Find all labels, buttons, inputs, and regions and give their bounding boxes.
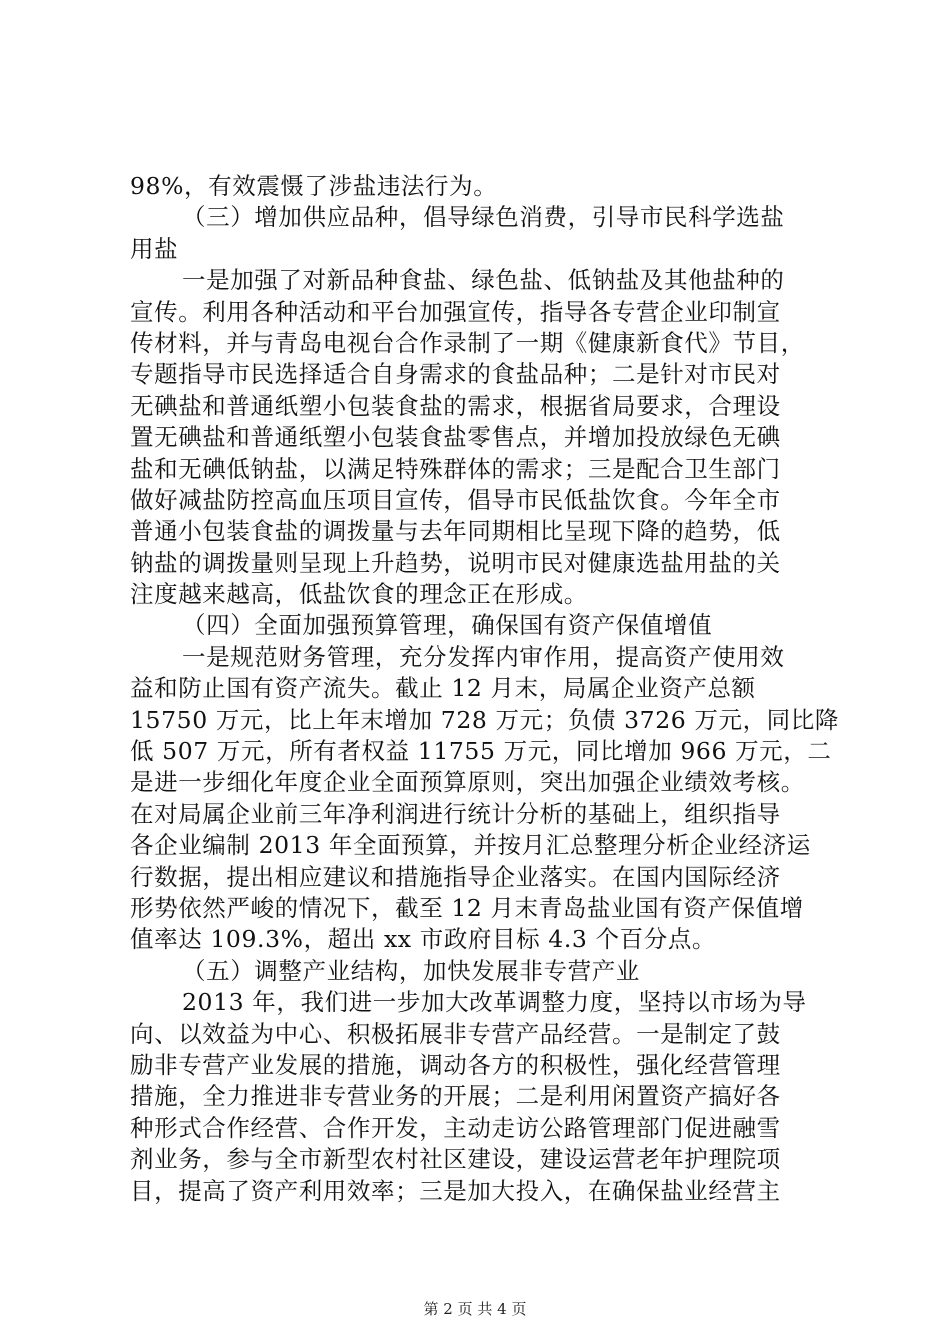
section-heading-5: （五）调整产业结构，加快发展非专营产业	[182, 956, 640, 985]
text-line: 剂业务，参与全市新型农村社区建设，建设运营老年护理院项	[130, 1145, 781, 1174]
text-line: 目，提高了资产利用效率；三是加大投入，在确保盐业经营主	[130, 1176, 781, 1205]
text-line: 专题指导市民选择适合自身需求的食盐品种；二是针对市民对	[130, 360, 781, 389]
text-line: 种形式合作经营、合作开发，主动走访公路管理部门促进融雪	[130, 1113, 781, 1142]
text-line: 做好减盐防控高血压项目宣传，倡导市民低盐饮食。今年全市	[130, 485, 781, 514]
text-line: 宣传。利用各种活动和平台加强宣传，指导各专营企业印制宣	[130, 297, 781, 326]
text-line: 向、以效益为中心、积极拓展非专营产品经营。一是制定了鼓	[130, 1019, 781, 1048]
text-line: 低 507 万元，所有者权益 11755 万元，同比增加 966 万元，二	[130, 737, 832, 766]
text-line: 用盐	[130, 234, 179, 263]
text-line: 注度越来越高，低盐饮食的理念正在形成。	[130, 580, 588, 609]
section-heading-3: （三）增加供应品种，倡导绿色消费，引导市民科学选盐	[182, 203, 785, 232]
paragraph-start: 一是规范财务管理，充分发挥内审作用，提高资产使用效	[182, 642, 785, 671]
text-line: 盐和无碘低钠盐，以满足特殊群体的需求；三是配合卫生部门	[130, 454, 781, 483]
text-line: 励非专营产业发展的措施，调动各方的积极性，强化经营管理	[130, 1050, 781, 1079]
text-line: 益和防止国有资产流失。截止 12 月末，局属企业资产总额	[130, 674, 756, 703]
text-line: 值率达 109.3%，超出 xx 市政府目标 4.3 个百分点。	[130, 925, 717, 954]
text-line: 在对局属企业前三年净利润进行统计分析的基础上，组织指导	[130, 799, 781, 828]
text-line: 无碘盐和普通纸塑小包装食盐的需求，根据省局要求，合理设	[130, 391, 781, 420]
text-line: 传材料，并与青岛电视台合作录制了一期《健康新食代》节目，	[130, 328, 805, 357]
text-line: 行数据，提出相应建议和措施指导企业落实。在国内国际经济	[130, 862, 781, 891]
paragraph-start: 一是加强了对新品种食盐、绿色盐、低钠盐及其他盐种的	[182, 266, 785, 295]
page-number-footer: 第 2 页 共 4 页	[423, 1300, 527, 1318]
text-line: 是进一步细化年度企业全面预算原则，突出加强企业绩效考核。	[130, 768, 805, 797]
text-line: 98%，有效震慑了涉盐违法行为。	[130, 172, 498, 200]
text-line: 形势依然严峻的情况下，截至 12 月末青岛盐业国有资产保值增	[130, 893, 804, 922]
text-line: 置无碘盐和普通纸塑小包装食盐零售点，并增加投放绿色无碘	[130, 423, 781, 452]
paragraph-start: 2013 年，我们进一步加大改革调整力度，坚持以市场为导	[182, 988, 807, 1017]
document-body	[130, 171, 839, 1207]
text-line: 钠盐的调拨量则呈现上升趋势，说明市民对健康选盐用盐的关	[130, 548, 781, 577]
text-line: 15750 万元，比上年末增加 728 万元；负债 3726 万元，同比降	[130, 705, 839, 734]
text-line: 措施，全力推进非专营业务的开展；二是利用闲置资产搞好各	[130, 1082, 781, 1111]
section-heading-4: （四）全面加强预算管理，确保国有资产保值增值	[182, 611, 713, 640]
text-line: 普通小包装食盐的调拨量与去年同期相比呈现下降的趋势，低	[130, 517, 781, 546]
text-line: 各企业编制 2013 年全面预算，并按月汇总整理分析企业经济运	[130, 831, 811, 860]
